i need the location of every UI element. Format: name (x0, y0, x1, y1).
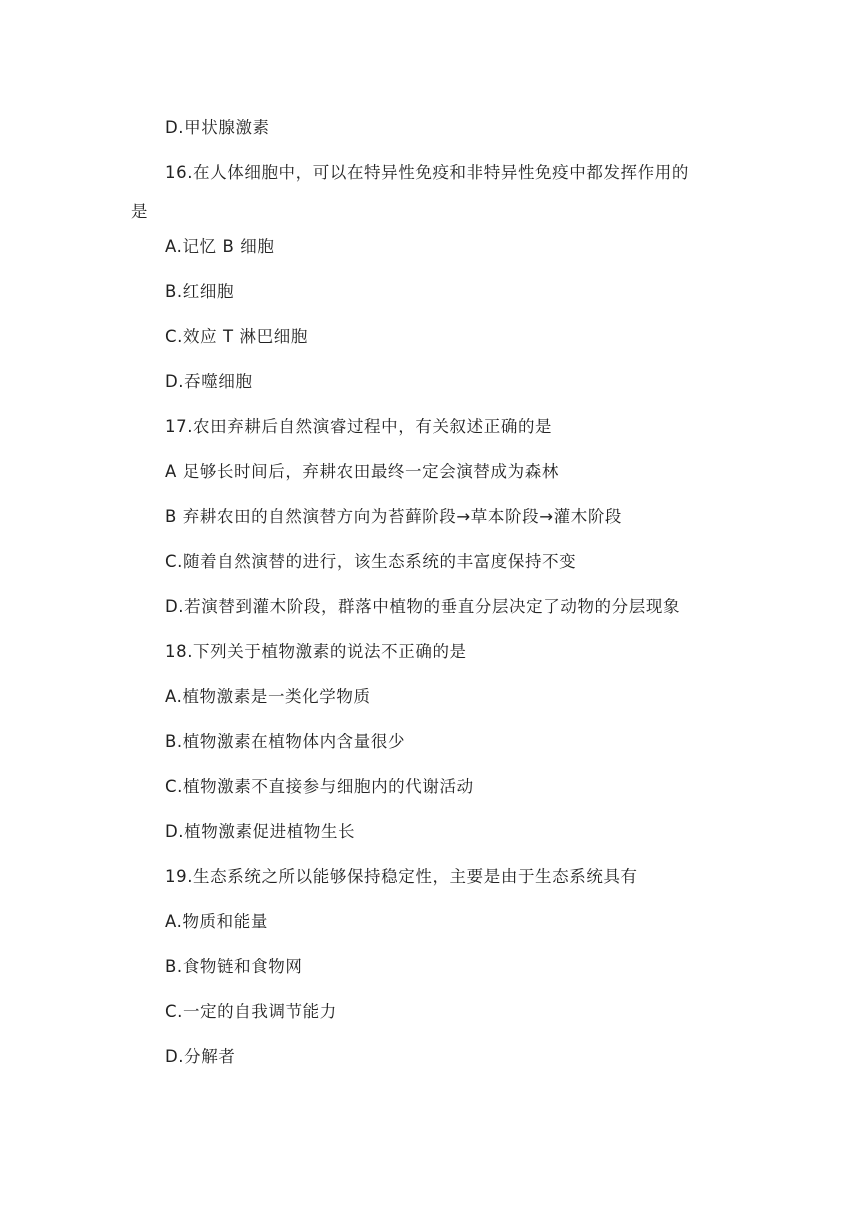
q16-option-c: C.效应 T 淋巴细胞 (165, 327, 308, 346)
q16-option-a: A.记忆 B 细胞 (165, 237, 275, 256)
q18-option-c: C.植物激素不直接参与细胞内的代谢活动 (165, 777, 474, 796)
q17-option-b: B 弃耕农田的自然演替方向为苔藓阶段→草本阶段→灌木阶段 (165, 507, 623, 526)
q17-stem: 17.农田弃耕后自然演睿过程中，有关叙述正确的是 (165, 417, 553, 436)
q18-option-b: B.植物激素在植物体内含量很少 (165, 732, 406, 751)
q19-option-b: B.食物链和食物网 (165, 957, 303, 976)
q19-option-a: A.物质和能量 (165, 912, 268, 931)
q16-option-d: D.吞噬细胞 (165, 372, 253, 391)
q16-stem-continued: 是 (131, 202, 149, 221)
q17-option-a: A 足够长时间后，弃耕农田最终一定会演替成为森林 (165, 462, 559, 481)
q16-option-b: B.红细胞 (165, 282, 235, 301)
q18-option-a: A.植物激素是一类化学物质 (165, 687, 371, 706)
q16-stem: 16.在人体细胞中，可以在特异性免疫和非特异性免疫中都发挥作用的 (165, 163, 689, 182)
q18-option-d: D.植物激素促进植物生长 (165, 822, 356, 841)
q17-option-c: C.随着自然演替的进行，该生态系统的丰富度保持不变 (165, 552, 577, 571)
q19-option-d: D.分解者 (165, 1047, 236, 1066)
q15-option-d: D.甲状腺激素 (165, 118, 270, 137)
q19-stem: 19.生态系统之所以能够保持稳定性，主要是由于生态系统具有 (165, 867, 638, 886)
q18-stem: 18.下列关于植物激素的说法不正确的是 (165, 642, 467, 661)
q19-option-c: C.一定的自我调节能力 (165, 1002, 337, 1021)
q17-option-d: D.若演替到灌木阶段，群落中植物的垂直分层决定了动物的分层现象 (165, 597, 681, 616)
